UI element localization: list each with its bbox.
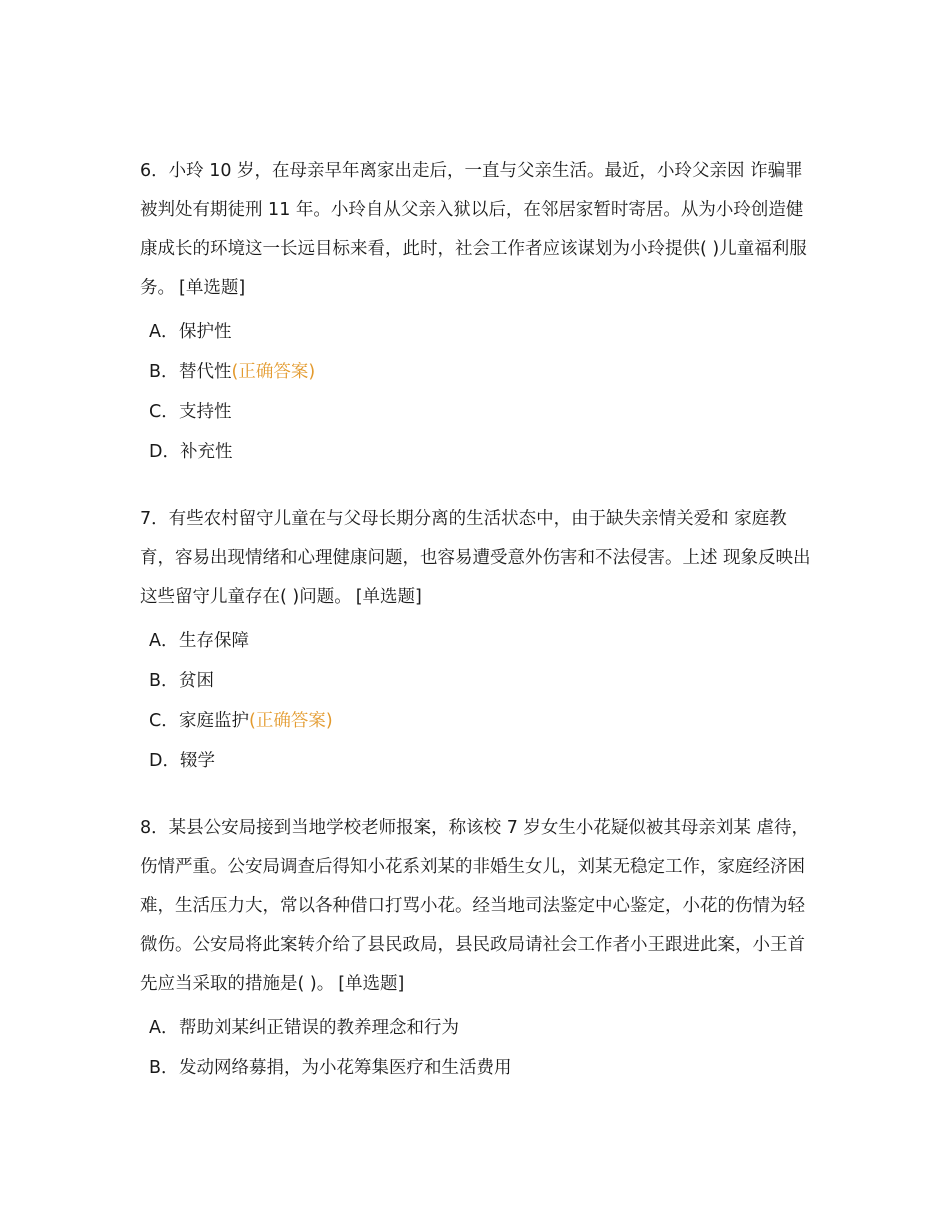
- option-b: [149, 661, 820, 701]
- option-a: [149, 1008, 820, 1048]
- option-text: 保护性: [179, 322, 232, 342]
- question-number: 6．: [140, 161, 169, 181]
- option-letter: C．: [149, 711, 179, 731]
- option-letter: B．: [149, 1058, 179, 1078]
- question-7: [140, 500, 820, 781]
- option-letter: C．: [149, 402, 179, 422]
- option-a: [149, 312, 820, 352]
- option-letter: B．: [149, 671, 179, 691]
- option-letter: D．: [149, 442, 180, 462]
- option-d: [149, 741, 820, 781]
- document-page: [140, 152, 820, 1116]
- question-number: 7．: [140, 509, 169, 529]
- option-d: [149, 432, 820, 472]
- question-6: [140, 152, 820, 472]
- question-number: 8．: [140, 818, 169, 838]
- option-b: [149, 1048, 820, 1088]
- correct-answer-tag: (正确答案): [231, 362, 316, 382]
- option-text: 替代性: [179, 362, 232, 382]
- option-c: [149, 392, 820, 432]
- option-text: 辍学: [179, 751, 215, 771]
- question-8: [140, 809, 820, 1088]
- question-type-label: [单选题]: [338, 974, 405, 994]
- option-a: [149, 621, 820, 661]
- question-text: 某县公安局接到当地学校老师报案，称该校 7 岁女生小花疑似被其母亲刘某 虐待，伤情严重。公安局调查后得知小花系刘某的非婚生女儿，刘某无稳定工作，家庭经济困难，生活压力大，常以各种借口打骂小花。经当地司法鉴定中心鉴定，小花的伤情为轻微伤。公安局将此案转介给了县民政局，县民政局请社会工作者小王跟进此案，小王首先应当采取的措施是( )。: [140, 818, 809, 994]
- option-text: 发动网络募捐，为小花筹集医疗和生活费用: [179, 1058, 512, 1078]
- option-text: 家庭监护: [179, 711, 249, 731]
- option-letter: B．: [149, 362, 179, 382]
- option-list: [140, 1008, 820, 1088]
- option-text: 支持性: [179, 402, 232, 422]
- question-stem: [140, 809, 820, 1004]
- option-text: 帮助刘某纠正错误的教养理念和行为: [179, 1018, 459, 1038]
- option-letter: A．: [149, 1018, 179, 1038]
- option-letter: A．: [149, 631, 179, 651]
- option-b: [149, 352, 820, 392]
- question-stem: [140, 152, 820, 308]
- question-text: 小玲 10 岁，在母亲早年离家出走后，一直与父亲生活。最近，小玲父亲因 诈骗罪被判处有期徒刑 11 年。小玲自从父亲入狱以后，在邻居家暂时寄居。从为小玲创造健康成长的环境这一长远目标来看，此时，社会工作者应该谋划为小玲提供( )儿童福利服务。: [140, 161, 807, 298]
- option-letter: D．: [149, 751, 180, 771]
- option-text: 补充性: [179, 442, 233, 462]
- question-stem: [140, 500, 820, 617]
- correct-answer-tag: (正确答案): [249, 711, 333, 731]
- option-c: [149, 701, 820, 741]
- option-text: 生存保障: [179, 631, 249, 651]
- question-type-label: [单选题]: [355, 587, 422, 607]
- question-text: 有些农村留守儿童在与父母长期分离的生活状态中，由于缺失亲情关爱和 家庭教育，容易出现情绪和心理健康问题，也容易遭受意外伤害和不法侵害。上述 现象反映出这些留守儿童存在( )问题。: [140, 509, 811, 607]
- option-list: [140, 312, 820, 472]
- question-type-label: [单选题]: [179, 278, 246, 298]
- option-letter: A．: [149, 322, 179, 342]
- option-text: 贫困: [179, 671, 214, 691]
- option-list: [140, 621, 820, 781]
